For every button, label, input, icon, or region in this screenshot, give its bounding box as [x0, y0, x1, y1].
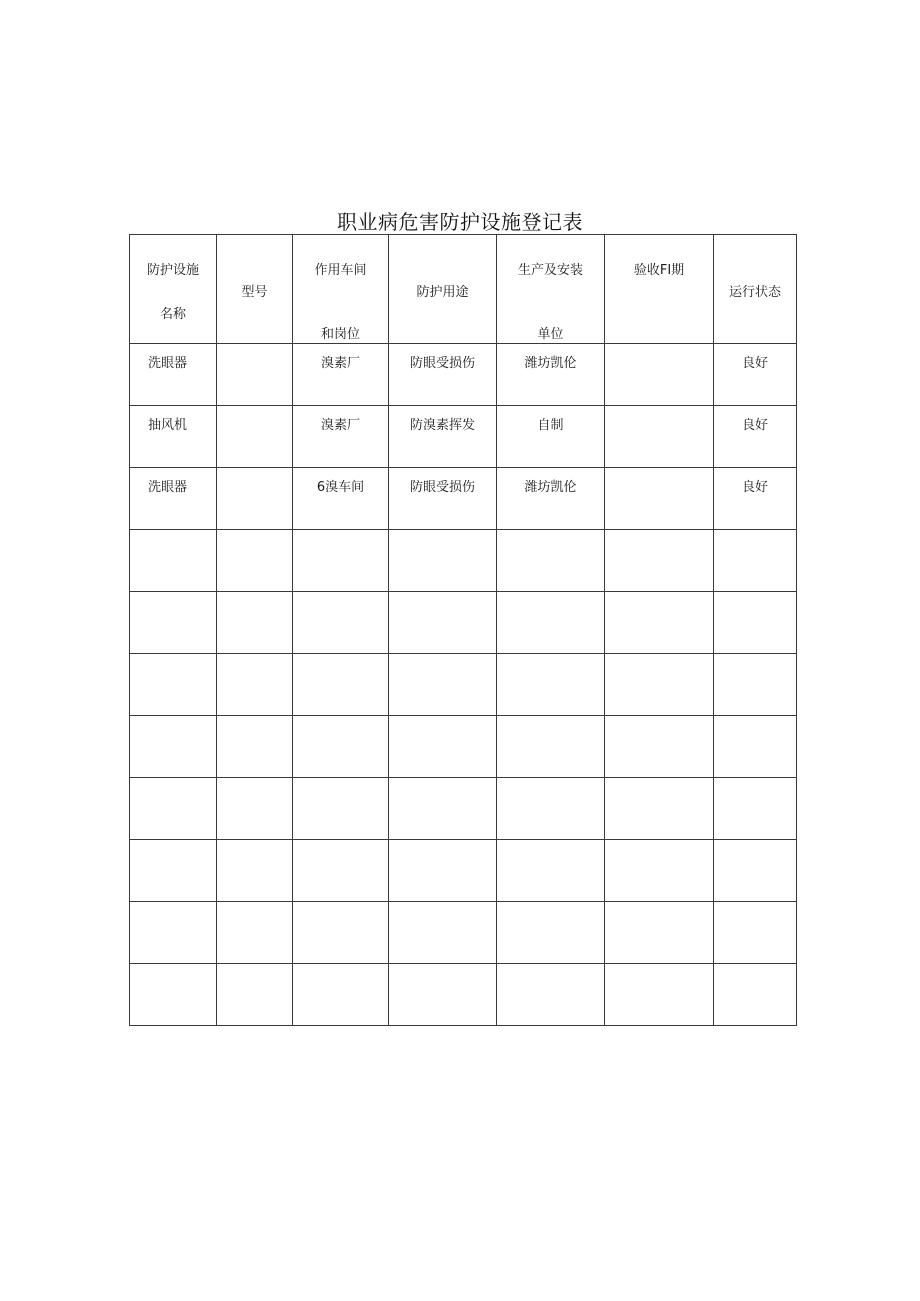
cell-name-text — [130, 778, 216, 786]
cell-maker — [497, 840, 605, 902]
cell-model-text — [217, 654, 292, 662]
cell-acceptance-date — [605, 902, 714, 964]
cell-purpose-text — [389, 654, 496, 662]
cell-maker — [497, 468, 605, 530]
cell-model-text — [217, 468, 292, 476]
cell-maker-text: 潍坊凯伦 — [524, 356, 577, 371]
cell-maker-text: 潍坊凯伦 — [524, 480, 577, 495]
table-row — [130, 530, 797, 592]
cell-acceptance-date — [605, 468, 714, 530]
cell-acceptance-date — [605, 778, 714, 840]
cell-purpose-text — [389, 716, 496, 724]
cell-workshop-text — [293, 902, 388, 910]
table-row — [130, 592, 797, 654]
cell-status — [714, 344, 797, 406]
header-purpose-label: 防护用途 — [416, 285, 469, 300]
cell-purpose — [389, 902, 497, 964]
cell-purpose-text — [389, 592, 496, 600]
cell-name — [130, 406, 217, 468]
header-name-line1: 防护设施 — [146, 263, 199, 278]
cell-status-text: 良好 — [741, 418, 768, 433]
cell-status-text — [714, 964, 796, 972]
cell-name-text — [130, 530, 216, 538]
cell-maker-text — [497, 654, 604, 662]
cell-name-text: 洗眼器 — [148, 356, 188, 371]
cell-model-text — [217, 592, 292, 600]
cell-purpose-text — [389, 964, 496, 972]
header-status — [714, 235, 797, 344]
cell-maker-text — [497, 592, 604, 600]
cell-acceptance-date-text — [605, 778, 713, 786]
cell-status-text — [714, 592, 796, 600]
cell-status — [714, 468, 797, 530]
cell-model — [217, 406, 293, 468]
header-model — [217, 235, 293, 344]
cell-status — [714, 716, 797, 778]
cell-model — [217, 654, 293, 716]
cell-name — [130, 902, 217, 964]
table-row — [130, 468, 797, 530]
cell-workshop — [293, 592, 389, 654]
header-name — [130, 235, 217, 344]
cell-name-text — [130, 654, 216, 662]
cell-workshop — [293, 840, 389, 902]
cell-maker — [497, 778, 605, 840]
cell-purpose-text — [389, 840, 496, 848]
table-row — [130, 406, 797, 468]
header-acceptance-date-label: 验收FI期 — [633, 263, 685, 278]
cell-purpose-text: 防眼受损伤 — [409, 356, 475, 371]
cell-acceptance-date-text — [605, 530, 713, 538]
cell-name-text: 洗眼器 — [148, 480, 188, 495]
cell-model — [217, 592, 293, 654]
cell-purpose — [389, 592, 497, 654]
header-status-label: 运行状态 — [728, 285, 781, 300]
cell-model — [217, 468, 293, 530]
cell-name-text — [130, 716, 216, 724]
cell-purpose — [389, 530, 497, 592]
cell-acceptance-date-text — [605, 654, 713, 662]
cell-acceptance-date-text — [605, 592, 713, 600]
cell-status — [714, 530, 797, 592]
cell-maker-text: 自制 — [537, 418, 564, 433]
cell-model-text — [217, 716, 292, 724]
cell-workshop — [293, 406, 389, 468]
cell-workshop — [293, 902, 389, 964]
cell-maker-text — [497, 902, 604, 910]
cell-maker — [497, 964, 605, 1026]
cell-maker-text — [497, 778, 604, 786]
cell-status-text — [714, 778, 796, 786]
cell-maker — [497, 654, 605, 716]
cell-workshop-text — [293, 654, 388, 662]
cell-purpose — [389, 344, 497, 406]
cell-maker — [497, 406, 605, 468]
header-model-label: 型号 — [241, 285, 268, 300]
cell-acceptance-date — [605, 406, 714, 468]
cell-name — [130, 468, 217, 530]
cell-maker-text — [497, 716, 604, 724]
cell-model-text — [217, 406, 292, 414]
cell-model — [217, 344, 293, 406]
header-workshop-line2: 和岗位 — [320, 327, 360, 342]
cell-workshop-text: 溴素厂 — [320, 418, 360, 433]
table-row — [130, 654, 797, 716]
cell-status-text: 良好 — [741, 480, 768, 495]
cell-acceptance-date — [605, 592, 714, 654]
cell-workshop — [293, 964, 389, 1026]
cell-model — [217, 840, 293, 902]
table-row — [130, 716, 797, 778]
cell-maker-text — [497, 840, 604, 848]
table-row — [130, 778, 797, 840]
cell-workshop-text — [293, 840, 388, 848]
table-row — [130, 964, 797, 1026]
cell-workshop — [293, 344, 389, 406]
header-workshop-line1: 作用车间 — [314, 263, 367, 278]
cell-name — [130, 344, 217, 406]
cell-model-text — [217, 902, 292, 910]
cell-model — [217, 778, 293, 840]
cell-workshop-text: 溴素厂 — [320, 356, 360, 371]
cell-status — [714, 840, 797, 902]
table-row — [130, 902, 797, 964]
cell-status-text — [714, 654, 796, 662]
cell-name-text — [130, 964, 216, 972]
cell-status — [714, 964, 797, 1026]
cell-status-text — [714, 902, 796, 910]
header-purpose — [389, 235, 497, 344]
cell-status-text: 良好 — [741, 356, 768, 371]
cell-name — [130, 530, 217, 592]
cell-purpose-text: 防眼受损伤 — [409, 480, 475, 495]
cell-name — [130, 654, 217, 716]
cell-name — [130, 964, 217, 1026]
cell-name-text — [130, 840, 216, 848]
cell-status — [714, 778, 797, 840]
table-header-row — [130, 235, 797, 344]
table-row — [130, 344, 797, 406]
cell-workshop-text — [293, 592, 388, 600]
cell-acceptance-date — [605, 344, 714, 406]
cell-workshop-text — [293, 716, 388, 724]
cell-maker — [497, 344, 605, 406]
cell-acceptance-date — [605, 964, 714, 1026]
header-workshop — [293, 235, 389, 344]
cell-status — [714, 902, 797, 964]
cell-acceptance-date-text — [605, 406, 713, 414]
cell-model — [217, 964, 293, 1026]
header-maker-line1: 生产及安装 — [517, 263, 583, 278]
cell-purpose — [389, 964, 497, 1026]
cell-purpose-text — [389, 778, 496, 786]
cell-name — [130, 592, 217, 654]
cell-maker — [497, 902, 605, 964]
cell-name — [130, 778, 217, 840]
cell-purpose — [389, 840, 497, 902]
cell-workshop-text: 6溴车间 — [316, 480, 365, 495]
cell-acceptance-date-text — [605, 716, 713, 724]
cell-acceptance-date — [605, 716, 714, 778]
cell-name-text — [130, 592, 216, 600]
cell-name — [130, 840, 217, 902]
cell-purpose — [389, 778, 497, 840]
header-acceptance-date — [605, 235, 714, 344]
cell-model-text — [217, 964, 292, 972]
cell-status-text — [714, 530, 796, 538]
cell-model — [217, 530, 293, 592]
page-title: 职业病危害防护设施登记表 — [337, 210, 583, 234]
cell-workshop — [293, 778, 389, 840]
cell-status — [714, 654, 797, 716]
cell-model — [217, 716, 293, 778]
cell-acceptance-date — [605, 840, 714, 902]
cell-status — [714, 592, 797, 654]
cell-purpose-text: 防溴素挥发 — [409, 418, 475, 433]
cell-workshop — [293, 716, 389, 778]
cell-name — [130, 716, 217, 778]
cell-acceptance-date — [605, 530, 714, 592]
cell-maker — [497, 592, 605, 654]
cell-acceptance-date — [605, 654, 714, 716]
header-name-line2: 名称 — [159, 307, 186, 322]
cell-workshop — [293, 530, 389, 592]
cell-workshop — [293, 468, 389, 530]
cell-purpose-text — [389, 530, 496, 538]
cell-purpose — [389, 468, 497, 530]
cell-workshop-text — [293, 530, 388, 538]
cell-maker-text — [497, 530, 604, 538]
facility-register-table — [129, 234, 797, 1026]
header-maker — [497, 235, 605, 344]
cell-purpose — [389, 654, 497, 716]
cell-purpose-text — [389, 902, 496, 910]
cell-workshop — [293, 654, 389, 716]
header-maker-line2: 单位 — [537, 327, 564, 342]
cell-acceptance-date-text — [605, 902, 713, 910]
cell-model — [217, 902, 293, 964]
cell-name-text: 抽风机 — [148, 418, 188, 433]
cell-status-text — [714, 840, 796, 848]
cell-status — [714, 406, 797, 468]
cell-acceptance-date-text — [605, 468, 713, 476]
cell-acceptance-date-text — [605, 840, 713, 848]
cell-purpose — [389, 406, 497, 468]
cell-model-text — [217, 530, 292, 538]
cell-status-text — [714, 716, 796, 724]
cell-acceptance-date-text — [605, 344, 713, 352]
cell-purpose — [389, 716, 497, 778]
cell-model-text — [217, 840, 292, 848]
cell-workshop-text — [293, 778, 388, 786]
cell-model-text — [217, 344, 292, 352]
cell-workshop-text — [293, 964, 388, 972]
cell-maker-text — [497, 964, 604, 972]
cell-model-text — [217, 778, 292, 786]
table-row — [130, 840, 797, 902]
cell-maker — [497, 530, 605, 592]
cell-acceptance-date-text — [605, 964, 713, 972]
cell-maker — [497, 716, 605, 778]
cell-name-text — [130, 902, 216, 910]
